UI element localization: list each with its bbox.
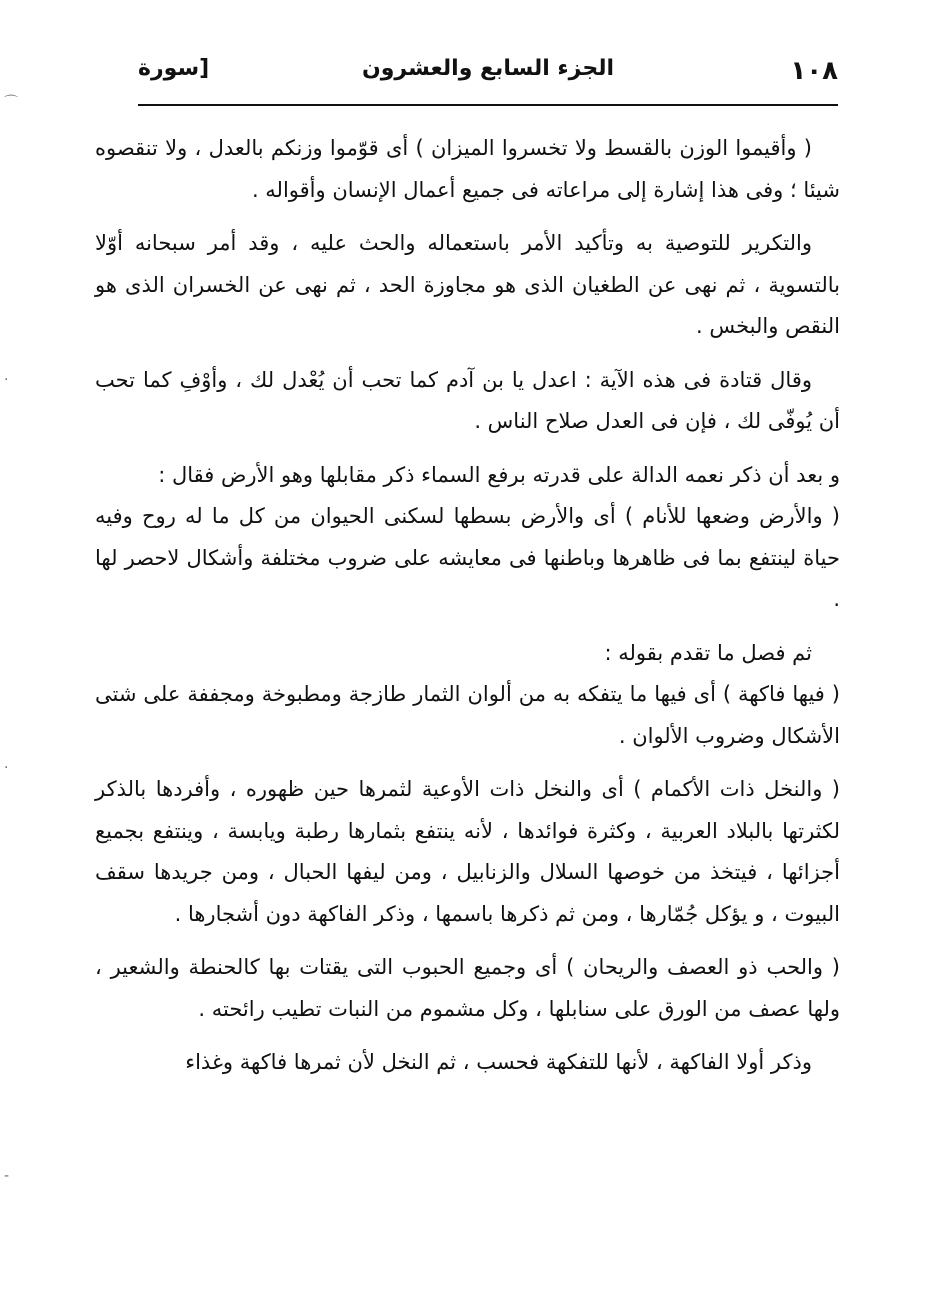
paragraph: ( والأرض وضعها للأنام ) أى والأرض بسطها لسكنى الحيوان من كل ما له روح وفيه حياة لينتفع بما فى ظاهرها وباطنها فى معايشه على ضروب مختلفة وأشكال لاحصر لها . — [95, 504, 840, 611]
paragraph: وقال قتادة فى هذه الآية : اعدل يا بن آدم كما تحب أن يُعْدل لك ، وأوْفِ كما تحب أن يُوفّى لك ، فإن فى العدل صلاح الناس . — [95, 367, 840, 433]
paragraph: والتكرير للتوصية به وتأكيد الأمر باستعماله والحث عليه ، وقد أمر سبحانه أوّلا بالتسوية ، ثم نهى عن الطغيان الذى هو مجاوزة الحد ، ثم نهى عن الخسران الذى هو النقص والبخس . — [95, 231, 840, 338]
margin-mark: · — [4, 372, 9, 388]
chapter-label: [سورة — [138, 56, 210, 81]
margin-mark: ⌒ — [4, 95, 18, 111]
running-title: الجزء السابع والعشرون — [361, 56, 615, 81]
margin-mark: · — [4, 760, 9, 776]
body-text — [95, 128, 840, 1096]
paragraph: و بعد أن ذكر نعمه الدالة على قدرته برفع السماء ذكر مقابلها وهو الأرض فقال : — [158, 462, 840, 487]
paragraph: ( والنخل ذات الأكمام ) أى والنخل ذات الأوعية لثمرها حين ظهوره ، وأفردها بالذكر لكثرتها بالبلاد العربية ، وكثرة فوائدها ، لأنه ينتفع بثمارها رطبة ويابسة ، وينتفع بجميع أجزائها ، فيتخذ من خوصها السلال والزنابيل ، ومن ليفها الحبال ، ومن جريدها سقف البيوت ، و يؤكل جُمّارها ، ومن ثم ذكرها باسمها ، وذكر الفاكهة دون أشجارها . — [95, 777, 840, 926]
page-number: ١٠٨ — [790, 56, 838, 86]
paragraph: ( وأقيموا الوزن بالقسط ولا تخسروا الميزان ) أى قوّموا وزنكم بالعدل ، ولا تنقصوه شيئا ؛ وفى هذا إشارة إلى مراعاته فى جميع أعمال الإنسان وأقواله . — [95, 136, 840, 202]
page-header — [138, 56, 838, 96]
margin-mark: - — [4, 1168, 10, 1184]
paragraph: ثم فصل ما تقدم بقوله : — [604, 640, 812, 665]
paragraph: ( والحب ذو العصف والريحان ) أى وجميع الحبوب التى يقتات بها كالحنطة والشعير ، ولها عصف من الورق على سنابلها ، وكل مشموم من النبات تطيب رائحته . — [95, 955, 840, 1021]
paragraph: وذكر أولا الفاكهة ، لأنها للتفكهة فحسب ، ثم النخل لأن ثمرها فاكهة وغذاء — [185, 1050, 812, 1074]
paragraph: ( فيها فاكهة ) أى فيها ما يتفكه به من ألوان الثمار طازجة ومطبوخة ومجففة على شتى الأشكال وضروب الألوان . — [95, 682, 840, 748]
header-rule — [138, 104, 838, 106]
